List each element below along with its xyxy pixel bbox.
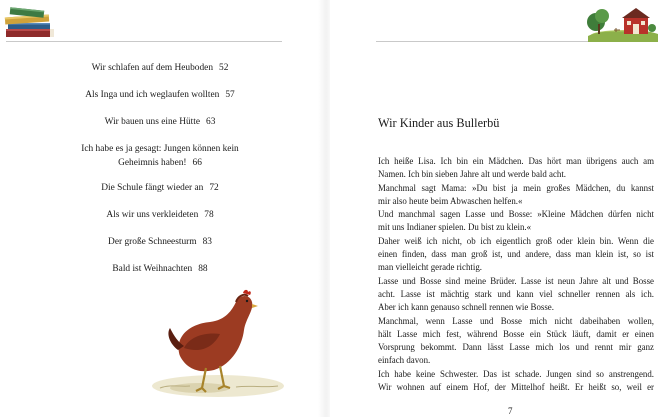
toc-entry-page: 88 [198, 264, 208, 274]
text-line: Daher weiß ich nicht, ob ich eigentlich groß oder klein bin. Wenn die [378, 235, 654, 246]
toc-entry-title-line2: Geheimnis haben! [118, 157, 187, 168]
text-line: einen finden, dass man groß ist, und andere, dass man klein ist, so ist [378, 249, 654, 260]
toc-entry [40, 182, 280, 196]
toc-entry-page: 66 [192, 157, 202, 168]
toc-entry-title: Wir bauen uns eine Hütte [104, 117, 201, 127]
toc-entry-page: 78 [204, 210, 214, 220]
toc-entry [40, 62, 280, 76]
page-number: 7 [508, 406, 513, 416]
toc-entry-page: 57 [225, 90, 235, 100]
toc-entry-page: 63 [206, 117, 216, 127]
text-line: Ich heiße Lisa. Ich bin ein Mädchen. Das hört man übrigens auch am [378, 156, 654, 166]
toc-entry-title: Als wir uns verkleideten [106, 210, 199, 220]
header-divider-left [6, 41, 282, 42]
text-line: Ich habe keine Schwester. Das ist schade. Jungen sind so anstrengend. [378, 368, 654, 379]
text-line: Lasse und Bosse sind meine Brüder. Lasse ist neun Jahre alt und Bosse [378, 275, 654, 286]
toc-entry-title: Der große Schneesturm [108, 237, 197, 247]
toc-entry-title: Wir schlafen auf dem Heuboden [91, 63, 214, 73]
text-line: Und manchmal sagen Lasse und Bosse: »Kleine Mädchen dürfen nicht [378, 209, 654, 220]
text-line: Manchmal, wenn Lasse und Bosse mich nicht dabeihaben wollen, [378, 315, 654, 326]
chapter-title: Wir Kinder aus Bullerbü [378, 116, 500, 130]
toc-entry-title: Die Schule fängt wieder an [101, 183, 204, 193]
toc-entry [40, 143, 280, 170]
text-line: Vorsprung bekommt. Dann lässt Lasse mich los und rennt mir ganz [378, 342, 654, 353]
text-line: hält Lasse mich fest, während Bosse ein Stück läuft, damit er einen [378, 328, 654, 339]
text-line: mir also heute beim Abwaschen helfen.« [378, 195, 523, 206]
toc-entry [40, 263, 280, 277]
left-page [0, 0, 322, 417]
toc-entry-page: 52 [219, 63, 229, 73]
chapter-body [378, 155, 654, 394]
toc-entry [40, 89, 280, 103]
farm-icon [586, 0, 658, 42]
books-icon [2, 3, 58, 41]
toc-entry-page: 83 [202, 237, 212, 247]
toc-entry [40, 209, 280, 223]
text-line: Manchmal sagt Mama: »Du bist ja mein großes Mädchen, du kannst [378, 182, 654, 193]
toc-entry-title-line1: Ich habe es ja gesagt: Jungen können kein [81, 144, 239, 154]
text-line: acht. Lasse ist mächtig stark und kann viel schneller rennen als ich. [378, 288, 654, 299]
text-line: einfach davon. [378, 355, 431, 366]
hen-icon [140, 288, 300, 403]
text-line: man vielleicht gerade richtig. [378, 262, 482, 273]
text-line: mit uns Indianer spielen. Du bist zu klein.« [378, 222, 532, 233]
toc-entry-title: Als Inga und ich weglaufen wollten [85, 90, 220, 100]
toc-entry-page: 72 [209, 183, 219, 193]
toc-entry [40, 236, 280, 250]
text-line: Wir wohnen auf einem Hof, der Mittelhof heißt. Er heißt so, weil er [378, 382, 654, 393]
toc-entry [40, 116, 280, 130]
text-line: Namen. Ich bin sieben Jahre alt und werde bald acht. [378, 169, 567, 180]
toc-entry-title: Bald ist Weihnachten [112, 264, 193, 274]
text-line: Aber ich kann genauso schnell rennen wie Bosse. [378, 302, 554, 313]
